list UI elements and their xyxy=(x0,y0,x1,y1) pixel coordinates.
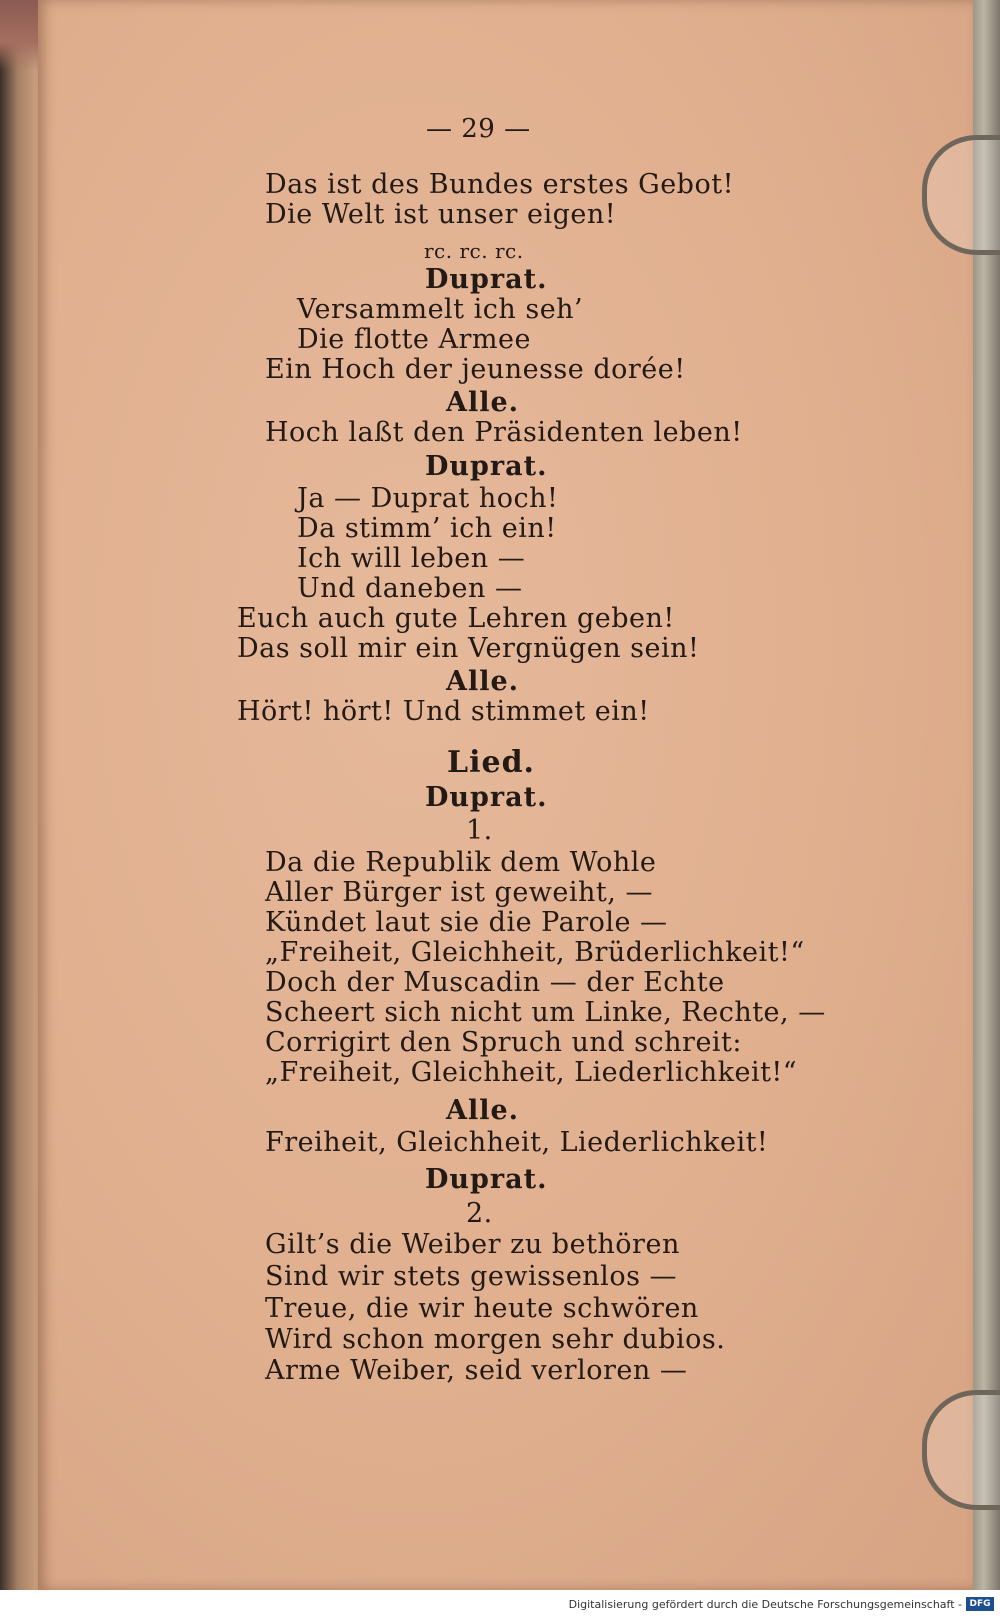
speaker-name: Alle. xyxy=(446,387,520,418)
speaker-name: Alle. xyxy=(446,1095,520,1126)
page-number: — 29 — xyxy=(426,114,531,144)
verse-line: Arme Weiber, seid verloren — xyxy=(265,1355,688,1386)
verse-line: Corrigirt den Spruch und schreit: xyxy=(265,1027,743,1058)
speaker-name: Duprat. xyxy=(425,1164,548,1195)
speaker-name: Duprat. xyxy=(425,782,548,813)
refrain-line: Freiheit, Gleichheit, Liederlichkeit! xyxy=(265,1127,769,1158)
digitization-credit: Digitalisierung gefördert durch die Deutsche Forschungsgemeinschaft - xyxy=(568,1598,962,1611)
verse-line: Doch der Muscadin — der Echte xyxy=(265,967,725,998)
speaker-name: Duprat. xyxy=(425,264,548,295)
verse-number: 1. xyxy=(466,815,493,846)
verse-line: „Freiheit, Gleichheit, Liederlichkeit!“ xyxy=(265,1057,798,1088)
song-heading: Lied. xyxy=(447,745,535,780)
text-line: Euch auch gute Lehren geben! xyxy=(237,603,675,634)
verse-line: Aller Bürger ist geweiht, — xyxy=(265,877,653,908)
verse-line: Scheert sich nicht um Linke, Rechte, — xyxy=(265,997,826,1028)
text-line: Und daneben — xyxy=(297,573,523,604)
text-line: Ja — Duprat hoch! xyxy=(297,483,559,514)
text-line: Ich will leben — xyxy=(297,543,526,574)
text-line: Da stimm’ ich ein! xyxy=(297,513,557,544)
dfg-logo: DFG xyxy=(966,1597,994,1611)
text-line: Versammelt ich seh’ xyxy=(297,294,584,325)
verse-line: Wird schon morgen sehr dubios. xyxy=(265,1324,726,1355)
text-line: Die Welt ist unser eigen! xyxy=(265,199,617,230)
text-line: Hoch laßt den Präsidenten leben! xyxy=(265,417,743,448)
text-line: Ein Hoch der jeunesse dorée! xyxy=(265,354,686,385)
text-line: Die flotte Armee xyxy=(297,324,531,355)
etcetera: rc. rc. rc. xyxy=(424,239,524,263)
text-line: Das ist des Bundes erstes Gebot! xyxy=(265,169,734,200)
verse-line: Treue, die wir heute schwören xyxy=(265,1293,699,1324)
verse-line: Da die Republik dem Wohle xyxy=(265,847,657,878)
speaker-name: Duprat. xyxy=(425,451,548,482)
verse-line: Sind wir stets gewissenlos — xyxy=(265,1261,678,1292)
text-line: Das soll mir ein Vergnügen sein! xyxy=(237,633,700,664)
verse-line: Gilt’s die Weiber zu bethören xyxy=(265,1229,680,1260)
verse-line: „Freiheit, Gleichheit, Brüderlichkeit!“ xyxy=(265,937,805,968)
verse-line: Kündet laut sie die Parole — xyxy=(265,907,668,938)
speaker-name: Alle. xyxy=(446,666,520,697)
verse-number: 2. xyxy=(466,1198,493,1229)
text-line: Hört! hört! Und stimmet ein! xyxy=(237,696,650,727)
